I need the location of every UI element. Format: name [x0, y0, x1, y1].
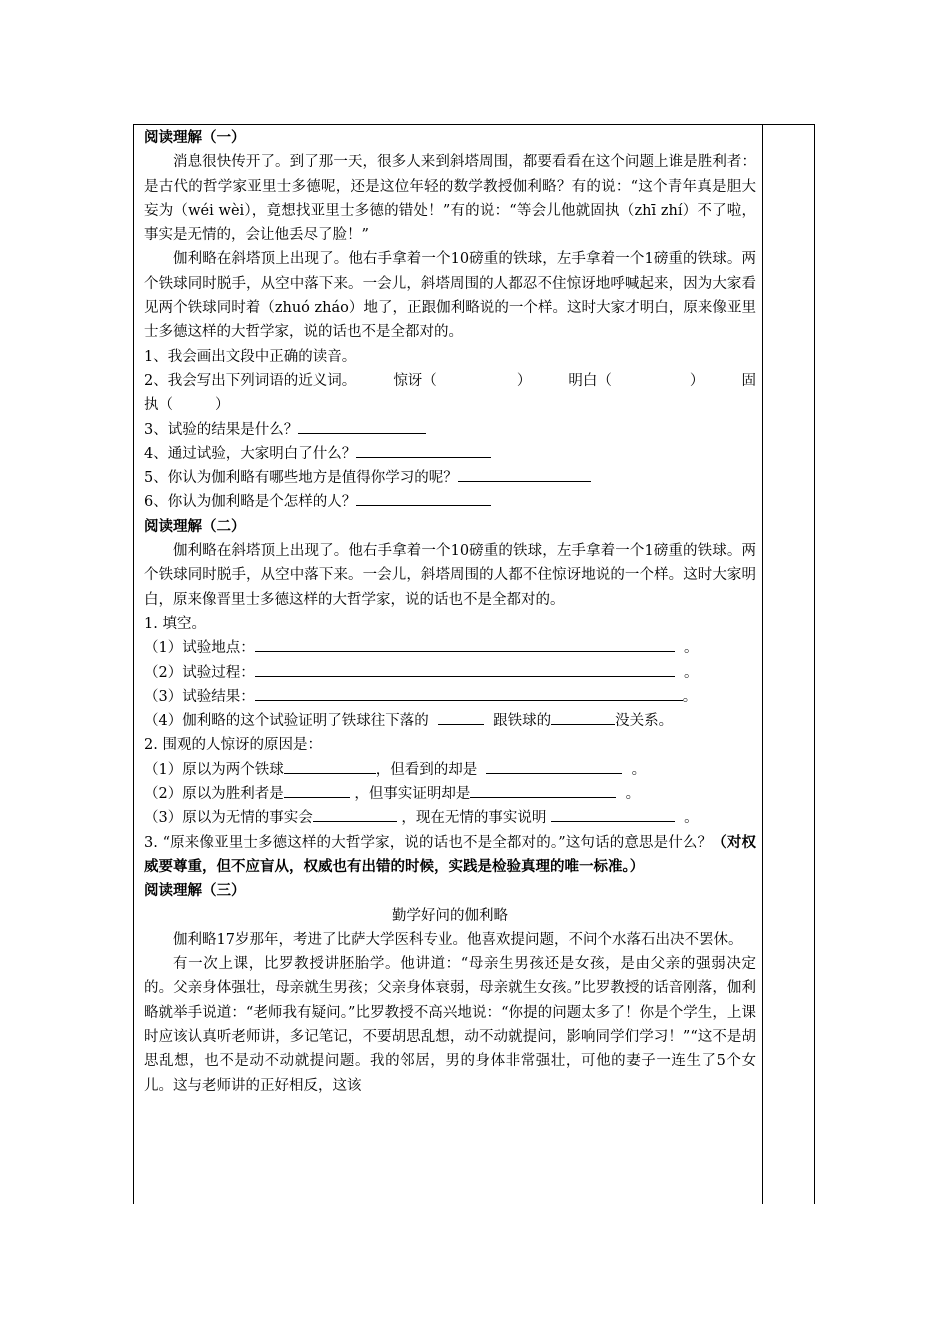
question-1-3: 3、试验的结果是什么？ [144, 418, 756, 442]
answer-blank[interactable] [470, 782, 616, 798]
section-3-paragraph-1: 伽利略17岁那年，考进了比萨大学医科专业。他喜欢提问题，不问个水落石出决不罢休。 [173, 931, 743, 948]
question-1-2-word-1: 惊讶（ ） [393, 372, 532, 389]
question-1-2-text: 2、我会写出下列词语的近义词。 [144, 372, 357, 389]
answer-blank[interactable] [438, 709, 484, 725]
answer-blank[interactable] [458, 466, 591, 482]
fill-3: （3）试验结果： 。 [144, 685, 756, 709]
section-3-paragraph-2: 有一次上课，比罗教授讲胚胎学。他讲道：“母亲生男孩还是女孩，是由父亲的强弱决定的。父亲身体强壮，母亲就生男孩；父亲身体衰弱，母亲就生女孩。”比罗教授的话音刚落，伽利略就举手说道：“老师我有疑问。”比罗教授不高兴地说：“你提的问题太多了！你是个学生，上课时应该认真听老师讲，多记笔记，不要胡思乱想，动不动就提问，影响同学们学习！”“这不是胡思乱想，也不是动不动就提问题。我的邻居，男的身体非常强壮，可他的妻子一连生了5个女儿。这与老师讲的正好相反，这该 [144, 956, 756, 1094]
reason-2: （2）原以为胜利者是 ，但事实证明却是 。 [144, 782, 756, 806]
worksheet-content [144, 126, 756, 1098]
answer-blank[interactable] [255, 661, 675, 677]
answer-blank[interactable] [298, 418, 426, 434]
answer-blank[interactable] [551, 709, 615, 725]
section-1-heading: 阅读理解（一） [144, 129, 246, 146]
answer-blank[interactable] [356, 442, 491, 458]
question-1-2-word-2: 明白（ ） [568, 372, 705, 389]
answer-blank[interactable] [486, 758, 622, 774]
answer-blank[interactable] [356, 490, 491, 506]
question-1-2-continued: 执（ ） [144, 397, 230, 414]
question-1-1: 1、我会画出文段中正确的读音。 [144, 348, 357, 365]
question-1-2-word-3-start: 固 [741, 372, 756, 389]
question-1-6: 6、你认为伽利略是个怎样的人？ [144, 490, 756, 514]
section-2-heading: 阅读理解（二） [144, 517, 246, 535]
section-3-title: 勤学好问的伽利略 [392, 907, 508, 924]
answer-blank[interactable] [255, 685, 683, 701]
reason-3: （3）原以为无情的事实会 ，现在无情的事实说明 。 [144, 806, 756, 830]
question-2-3-answer: （对权威要尊重，但不应盲从，权威也有出错的时候，实践是检验真理的唯一标准。） [144, 833, 756, 875]
section-2-paragraph: 伽利略在斜塔顶上出现了。他右手拿着一个10磅重的铁球，左手拿着一个1磅重的铁球。两个铁球同时脱手，从空中落下来。一会儿，斜塔周围的人都不住惊讶地说的一个样。这时大家明白，原来像晋里士多德这样的大哲学家，说的话也不是全都对的。 [144, 543, 756, 608]
answer-blank[interactable] [255, 636, 675, 652]
fill-4: （4）伽利略的这个试验证明了铁球往下落的 跟铁球的 没关系。 [144, 709, 756, 733]
fill-1: （1）试验地点： 。 [144, 636, 756, 660]
table-column-divider [762, 124, 763, 1204]
question-2-3: 3. “原来像亚里士多德这样的大哲学家，说的话也不是全都对的。”这句话的意思是什么？（对权威要尊重，但不应盲从，权威也有出错的时候，实践是检验真理的唯一标准。） [144, 833, 756, 875]
question-1-4: 4、通过试验，大家明白了什么？ [144, 442, 756, 466]
section-1-paragraph-1: 消息很快传开了。到了那一天，很多人来到斜塔周围，都要看看在这个问题上谁是胜利者：是古代的哲学家亚里士多德呢，还是这位年轻的数学教授伽利略？有的说：“这个青年真是胆大妄为（wéi wèi），竟想找亚里士多德的错处！”有的说：“等会儿他就固执（zhī zhí）不了啦，事实是无情的，会让他丢尽了脸！” [144, 154, 756, 244]
answer-blank[interactable] [313, 806, 397, 822]
section-3-heading: 阅读理解（三） [144, 882, 246, 900]
reason-1: （1）原以为两个铁球 ，但看到的却是 。 [144, 758, 756, 782]
question-2-2: 2. 围观的人惊讶的原因是： [144, 737, 322, 754]
answer-blank[interactable] [284, 758, 376, 774]
question-1-2 [144, 369, 756, 393]
question-1-5: 5、你认为伽利略有哪些地方是值得你学习的呢？ [144, 466, 756, 490]
answer-blank[interactable] [551, 806, 675, 822]
section-1-paragraph-2: 伽利略在斜塔顶上出现了。他右手拿着一个10磅重的铁球，左手拿着一个1磅重的铁球。两个铁球同时脱手，从空中落下来。一会儿，斜塔周围的人都忍不住惊讶地呼喊起来，因为大家看见两个铁球同时着（zhuó zháo）地了，正跟伽利略说的一个样。这时大家才明白，原来像亚里士多德这样的大哲学家，说的话也不是全都对的。 [144, 251, 756, 341]
answer-blank[interactable] [284, 782, 350, 798]
question-2-1: 1. 填空。 [144, 615, 206, 632]
fill-2: （2）试验过程： 。 [144, 661, 756, 685]
